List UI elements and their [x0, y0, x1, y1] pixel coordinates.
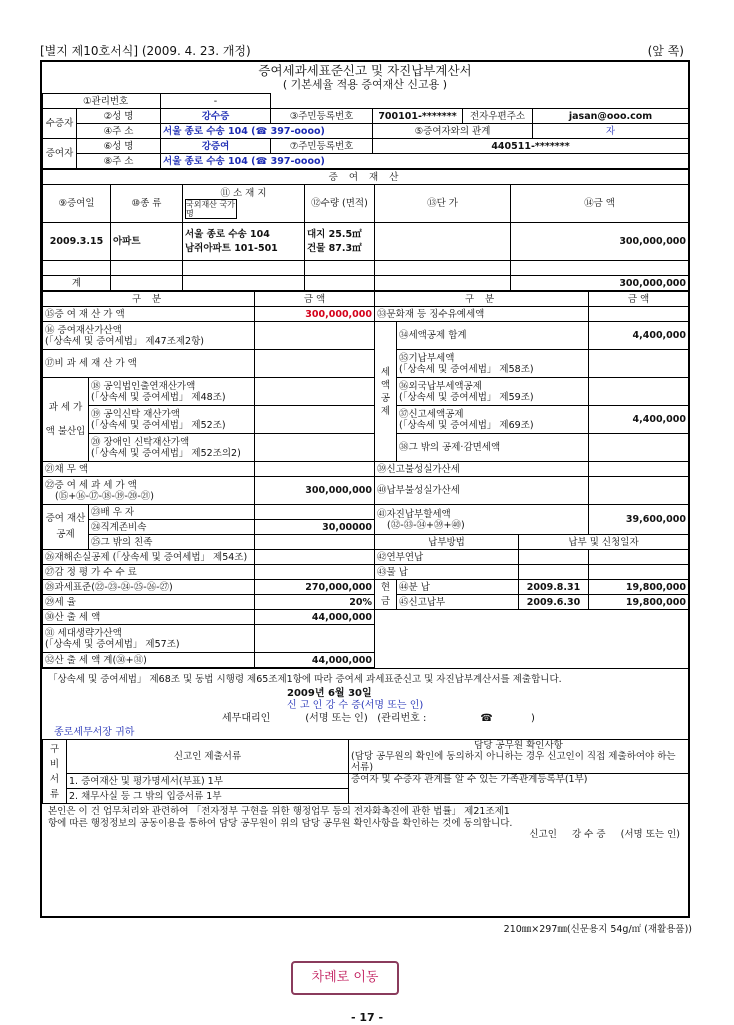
donor-addr: 서울 종로 수송 104 (☎ 397-oooo) [161, 154, 689, 169]
property-h-qty: ⑫수량 (면적) [305, 185, 375, 223]
r29-label: ㉙세 율 [43, 595, 255, 610]
r32-label: ㉜산 출 세 액 계(㉚+㉛) [43, 653, 255, 668]
calc-table [42, 291, 689, 668]
documents-h-right2: (담당 공무원의 확인에 동의하지 아니하는 경우 신고인이 직접 제출하여야 하는 서류) [351, 751, 676, 773]
calc-h-right-amt: 금 액 [589, 292, 689, 307]
r43-label: ㊸물 납 [375, 565, 519, 580]
donee-addr: 서울 종로 수송 104 (☎ 397-oooo) [161, 124, 373, 139]
property-amount: 300,000,000 [511, 223, 689, 261]
r37-label: ㊲신고세액공제 [399, 408, 464, 420]
property-total: 300,000,000 [511, 276, 689, 291]
r22-value: 300,000,000 [255, 477, 375, 505]
declaration-date: 2009년 6월 30일 [287, 688, 372, 699]
consent-text2: 항에 따른 행정정보의 공동이용을 통하여 담당 공무원이 위의 담당 공무원 확인사항을 확인하는 것에 동의합니다. [48, 818, 513, 829]
r27-label: ㉗감 정 평 가 수 수 료 [43, 565, 255, 580]
r32-value: 44,000,000 [255, 653, 375, 668]
mgmt-value: - [161, 94, 271, 109]
calc-h-left-gubun: 구 분 [43, 292, 255, 307]
donee-group: 수증자 [43, 109, 77, 139]
declaration-block [42, 668, 688, 739]
r19-law: (「상속세 및 증여세법」 제52조) [91, 419, 226, 431]
gift-deduction-group: 증여 재산 공제 [43, 505, 89, 550]
pay-method-header: 납부방법 [375, 535, 519, 550]
donee-name-label: ②성 명 [77, 109, 161, 124]
page-side: (앞 쪽) [647, 44, 684, 58]
property-qty1: 대지 25.5㎡ [307, 228, 362, 240]
property-date: 2009.3.15 [43, 223, 111, 261]
documents-h-right1: 담당 공무원 확인사항 [474, 740, 563, 751]
r45-value: 19,800,000 [589, 595, 689, 610]
property-h-loc: ⑪ 소 재 지 [220, 188, 267, 199]
r23-label: ㉓배 우 자 [89, 505, 255, 520]
documents-table [42, 739, 689, 804]
r34-label: ㉞세액공제 합계 [397, 322, 589, 350]
form-title: 증여세과세표준신고 및 자진납부계산서 [258, 63, 472, 78]
r24-label: ㉔직계존비속 [89, 520, 255, 535]
r29-value: 20% [255, 595, 375, 610]
r44-label: ㊹분 납 [397, 580, 519, 595]
property-h-kind: ⑩종 류 [111, 185, 183, 223]
r33-label: ㉝문화재 등 징수유예세액 [375, 307, 589, 322]
cash-group: 현금 [375, 580, 397, 610]
donee-rrn-label: ③주민등록번호 [271, 109, 373, 124]
property-loc1: 서울 종로 수송 104 [185, 228, 270, 240]
property-h-price: ⑬단 가 [375, 185, 511, 223]
r18-label: ⑱ 공익법인출연재산가액 [91, 380, 196, 392]
donee-addr-label: ④주 소 [77, 124, 161, 139]
deduction-group: 세 액 공 제 [375, 322, 397, 462]
property-kind: 아파트 [111, 223, 183, 261]
r34-value: 4,400,000 [589, 322, 689, 350]
r45-date: 2009.6.30 [519, 595, 589, 610]
r37-law: (「상속세 및 증여세법」 제69조) [399, 419, 534, 431]
documents-left2: 2. 채무사실 등 그 밖의 입증서류 1부 [67, 789, 349, 804]
documents-h-left: 신고인 제출서류 [67, 740, 349, 774]
declaration-agent: 세무대리인 (서명 또는 인) (관리번호 : ☎ ) [222, 713, 535, 724]
declaration-office: 종로세무서장 귀하 [54, 727, 135, 738]
r40-label: ㊵납부불성실가산세 [375, 477, 589, 505]
donor-rrn: 440511-******* [373, 139, 689, 154]
excl-group: 과 세 가 액 불산입 [43, 378, 89, 462]
property-loc2: 남쥐아파트 101-501 [185, 242, 278, 254]
property-h-amt: ⑭금 액 [511, 185, 689, 223]
consent-sign: 신고인 강 수 증 (서명 또는 인) [529, 829, 680, 840]
donor-name-label: ⑥성 명 [77, 139, 161, 154]
r45-label: ㊺신고납부 [397, 595, 519, 610]
r39-label: ㊴신고불성실가산세 [375, 462, 589, 477]
consent-text1: 본인은 이 건 업무처리와 관련하여 「전자정부 구현을 위한 행정업무 등의 전자화촉진에 관한 법률」 제21조제1 [48, 806, 510, 817]
documents-right1: 증여자 및 수증자 관계를 알 수 있는 가족관계등록부(1부) [349, 774, 689, 804]
r15-label: ⑮증 여 재 산 가 액 [43, 307, 255, 322]
property-total-label: 계 [43, 276, 111, 291]
donee-rel-label: ⑤증여자와의 관계 [373, 124, 533, 139]
property-h-date: ⑨증여일 [43, 185, 111, 223]
r35-law: (「상속세 및 증여세법」 제58조) [399, 363, 534, 375]
r36-law: (「상속세 및 증여세법」 제59조) [399, 391, 534, 403]
r41-label: ㊶자진납부할세액 [377, 508, 451, 520]
r28-value: 270,000,000 [255, 580, 375, 595]
paper-footnote: 210㎜×297㎜(신문용지 54g/㎡ (재활용품)) [503, 924, 692, 935]
r41-value: 39,600,000 [589, 505, 689, 535]
r19-label: ⑲ 공익신탁 재산가액 [91, 408, 180, 420]
r44-value: 19,800,000 [589, 580, 689, 595]
r31-label: ㉛ 세대생략가산액 [45, 627, 122, 639]
pay-date-header: 납부 및 신청일자 [519, 535, 689, 550]
donor-rrn-label: ⑦주민등록번호 [271, 139, 373, 154]
declaration-text: 「상속세 및 증여세법」 제68조 및 동법 시행령 제65조제1항에 따라 증여세 과세표준신고 및 자진납부계산서를 제출합니다. [48, 674, 562, 685]
r21-label: ㉑채 무 액 [43, 462, 255, 477]
form-header [40, 38, 690, 60]
donee-name: 강수증 [161, 109, 271, 124]
r30-label: ㉚산 출 세 액 [43, 610, 255, 625]
r35-label: ㉟기납부세액 [399, 352, 455, 364]
donor-name: 강증여 [161, 139, 271, 154]
r24-value: 30,00000 [255, 520, 375, 535]
property-section-title: 증 여 재 산 [43, 170, 689, 185]
form-number: [별지 제10호서식] (2009. 4. 23. 개정) [40, 44, 251, 58]
donee-rrn: 700101-******* [373, 109, 463, 124]
documents-side: 구 비 서 류 [43, 740, 67, 804]
r41-formula: (㉜-㉝-㉞+㊴+㊵) [387, 519, 465, 531]
r37-value: 4,400,000 [589, 406, 689, 434]
form-subtitle: ( 기본세율 적용 증여재산 신고용 ) [282, 78, 448, 91]
nav-toc-button[interactable]: 차례로 이동 [291, 961, 399, 995]
mgmt-label: ①관리번호 [43, 94, 161, 109]
r20-label: ⑳ 장애인 신탁재산가액 [91, 436, 190, 448]
calc-h-right-gubun: 구 분 [375, 292, 589, 307]
page-number: - 17 - [350, 1011, 384, 1024]
donor-addr-label: ⑧주 소 [77, 154, 161, 169]
r18-law: (「상속세 및 증여세법」 제48조) [91, 391, 226, 403]
donee-email-label: 전자우편주소 [463, 109, 533, 124]
consent-block [42, 804, 688, 848]
documents-left1: 1. 증여재산 및 평가명세서(부표) 1부 [67, 774, 349, 789]
r44-date: 2009.8.31 [519, 580, 589, 595]
r22-label: ㉒증 여 세 과 세 가 액 [45, 479, 137, 491]
r36-label: ㊱외국납부세액공제 [399, 380, 482, 392]
declaration-filer: 신 고 인 강 수 증(서명 또는 인) [287, 700, 424, 711]
r15-value: 300,000,000 [255, 307, 375, 322]
r28-label: ㉘과세표준(㉒-㉓-㉔-㉕-㉖-㉗) [43, 580, 255, 595]
r20-law: (「상속세 및 증여세법」 제52조의2) [91, 447, 241, 459]
r16-label: ⑯ 증여재산가산액 [45, 324, 122, 336]
r42-label: ㊷연부연납 [375, 550, 519, 565]
donee-email: jasan@ooo.com [533, 109, 689, 124]
r22-formula: (⑮+⑯-⑰-⑱-⑲-⑳-㉑) [55, 490, 155, 502]
donor-group: 증여자 [43, 139, 77, 169]
donee-rel: 자 [533, 124, 689, 139]
party-table [42, 93, 689, 169]
r16-law: (「상속세 및 증여세법」 제47조제2항) [45, 335, 204, 347]
r30-value: 44,000,000 [255, 610, 375, 625]
calc-h-left-amt: 금 액 [255, 292, 375, 307]
r17-label: ⑰비 과 세 재 산 가 액 [43, 350, 255, 378]
property-qty2: 건물 87.3㎡ [307, 242, 362, 254]
r31-law: (「상속세 및 증여세법」 제57조) [45, 638, 180, 650]
property-h-loc-sub: 국외재산 국가명 [185, 199, 237, 219]
tax-return-form [40, 60, 690, 918]
r25-label: ㉕그 밖의 친족 [89, 535, 255, 550]
r38-label: ㊳그 밖의 공제·감면세액 [397, 434, 589, 462]
r26-label: ㉖재해손실공제 (「상속세 및 증여세법」 제54조) [43, 550, 255, 565]
property-table [42, 169, 689, 291]
